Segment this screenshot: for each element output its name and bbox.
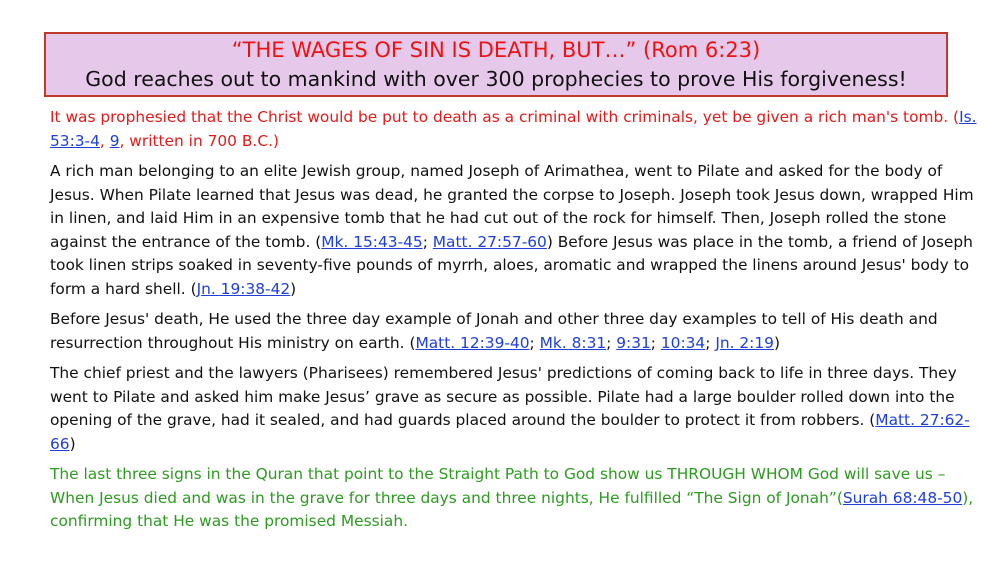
link-matt-27-57-60[interactable]: Matt. 27:57-60 bbox=[432, 232, 547, 251]
link-9-31[interactable]: 9:31 bbox=[616, 333, 651, 352]
link-surah-68-48-50[interactable]: Surah 68:48-50 bbox=[842, 488, 963, 507]
separator: , bbox=[99, 131, 110, 150]
separator: ; bbox=[422, 232, 433, 251]
title-line-1: “THE WAGES OF SIN IS DEATH, BUT…” (Rom 6:23) bbox=[231, 38, 761, 62]
link-matt-12-39-40[interactable]: Matt. 12:39-40 bbox=[415, 333, 530, 352]
closing-paren: ) bbox=[773, 333, 780, 352]
separator: ; bbox=[606, 333, 617, 352]
link-jn-19-38-42[interactable]: Jn. 19:38-42 bbox=[196, 279, 291, 298]
closing-paren: ) bbox=[290, 279, 297, 298]
grave-secured-paragraph bbox=[50, 362, 980, 456]
quran-paragraph bbox=[50, 463, 980, 534]
prophecy-text: It was prophesied that the Christ would be put to death as a criminal with criminals, yet be given a rich man's tomb. ( bbox=[50, 108, 960, 126]
closing-paren: ) bbox=[69, 434, 76, 453]
separator: ; bbox=[705, 333, 716, 352]
separator: ; bbox=[529, 333, 540, 352]
jonah-example-paragraph bbox=[50, 308, 980, 355]
slide-body bbox=[50, 106, 980, 541]
joseph-text-cont: ) Before Jesus was place in the tomb, a friend of Joseph took linen strips soaked in seventy-five pounds of myrrh, aloes, aromatic and wrapped the linens around Jesus' body to form a hard shell. ( bbox=[50, 232, 973, 298]
joseph-text: A rich man belonging to an elite Jewish group, named Joseph of Arimathea, went to Pilate and asked for the body of Jesus. When Pilate learned that Jesus was dead, he granted the corpse to Joseph. Joseph took Jesus down, wrapped Him in linen, and laid Him in an expensive tomb that he had cut out of the rock for himself. Then, Joseph rolled the stone against the entrance of the tomb. ( bbox=[50, 162, 974, 251]
separator: ; bbox=[650, 333, 661, 352]
link-mk-8-31[interactable]: Mk. 8:31 bbox=[539, 333, 607, 352]
link-is-53-9[interactable]: 9 bbox=[109, 131, 120, 150]
prophecy-paragraph bbox=[50, 106, 980, 153]
link-jn-2-19[interactable]: Jn. 2:19 bbox=[715, 333, 774, 352]
title-line-2: God reaches out to mankind with over 300 prophecies to prove His forgiveness! bbox=[85, 67, 907, 91]
link-is-53-3-4[interactable]: Is. 53:3-4 bbox=[50, 108, 977, 150]
link-10-34[interactable]: 10:34 bbox=[660, 333, 706, 352]
link-matt-27-62-66[interactable]: Matt. 27:62-66 bbox=[50, 411, 970, 453]
link-mk-15-43-45[interactable]: Mk. 15:43-45 bbox=[321, 232, 423, 251]
title-box bbox=[44, 32, 948, 97]
grave-text: The chief priest and the lawyers (Pharisees) remembered Jesus' predictions of coming back to life in three days. They went to Pilate and asked him make Jesus’ grave as secure as possible. Pilate had a large boulder rolled down into the opening of the grave, had it sealed, and had guards placed around the boulder to protect it from robbers. ( bbox=[50, 364, 957, 429]
quran-text: The last three signs in the Quran that point to the Straight Path to God show us THROUGH WHOM God will save us – When Jesus died and was in the grave for three days and three nights, He fulfilled “The Sign of Jonah”( bbox=[50, 465, 946, 507]
quran-text-end: ), confirming that He was the promised Messiah. bbox=[50, 488, 974, 530]
prophecy-date: , written in 700 B.C.) bbox=[119, 131, 279, 150]
joseph-paragraph bbox=[50, 160, 980, 301]
jonah-text: Before Jesus' death, He used the three day example of Jonah and other three day examples to tell of His death and resurrection throughout His ministry on earth. ( bbox=[50, 310, 938, 352]
